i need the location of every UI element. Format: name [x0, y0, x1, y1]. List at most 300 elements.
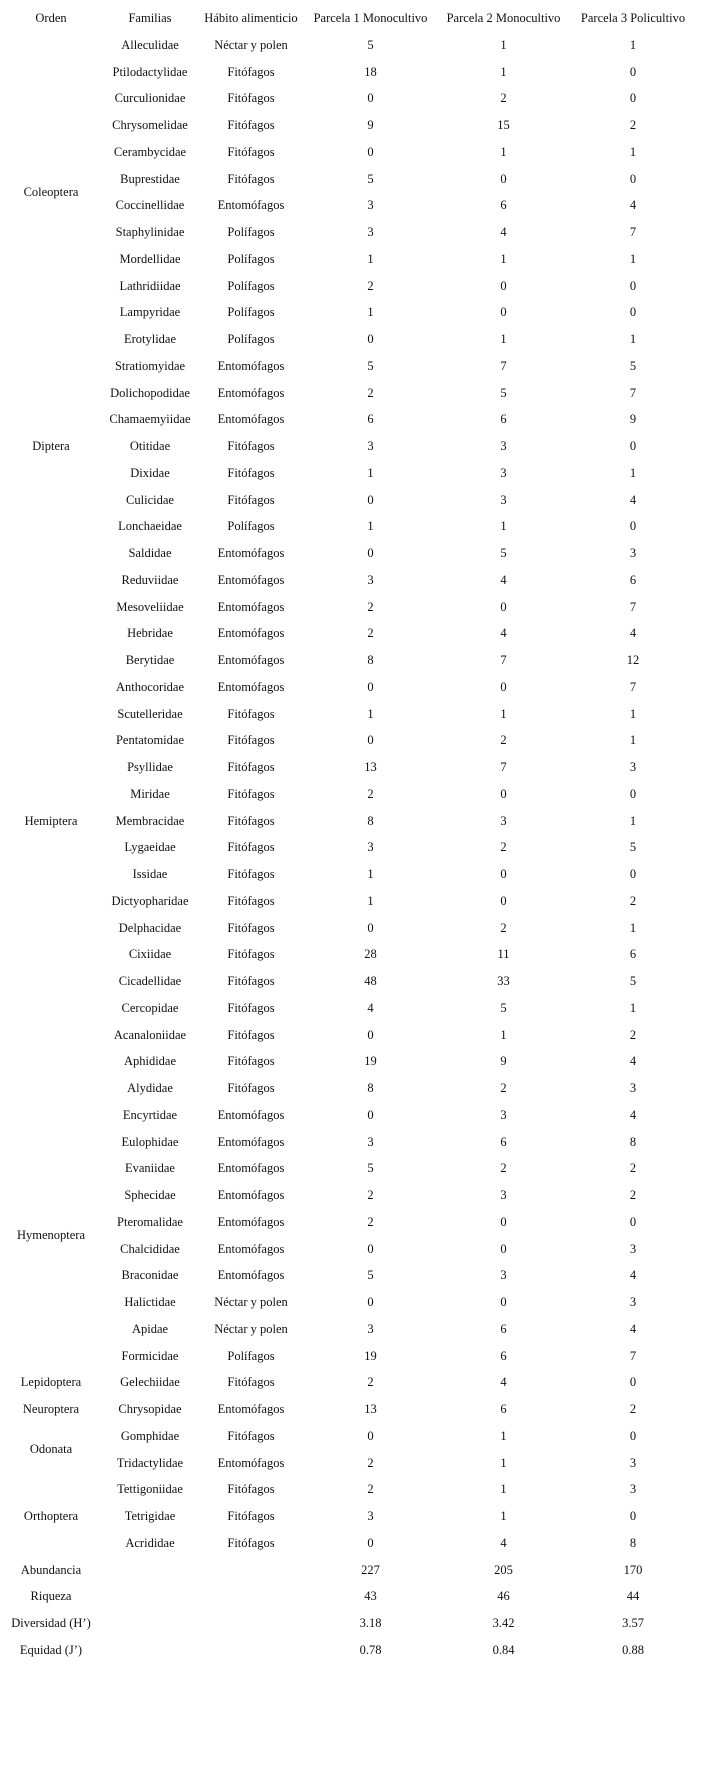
habito-cell: Entomófagos — [217, 679, 285, 694]
familia-cell: Cixiidae — [128, 947, 172, 962]
parcela-3-cell: 0 — [629, 786, 637, 801]
parcela-3-cell: 2 — [629, 1027, 637, 1042]
habito-cell: Fitófagos — [227, 786, 275, 801]
parcela-1-cell: 0 — [367, 144, 374, 159]
table-row — [0, 968, 696, 995]
parcela-3-cell: 2 — [629, 118, 637, 133]
habito-cell: Fitófagos — [227, 64, 275, 79]
parcela-2-cell: 1 — [500, 332, 507, 347]
habito-cell: Fitófagos — [227, 706, 275, 721]
familia-cell: Gomphidae — [120, 1428, 180, 1443]
table-row — [0, 1289, 696, 1316]
habito-cell: Entomófagos — [217, 546, 285, 561]
parcela-1-cell: 2 — [367, 1375, 374, 1390]
orden-cell: Hymenoptera — [16, 1228, 86, 1243]
habito-cell: Entomófagos — [217, 1188, 285, 1203]
empty-cell — [198, 1610, 304, 1637]
orden-cell: Lepidoptera — [20, 1375, 82, 1390]
table-body — [0, 32, 696, 1664]
table-row — [0, 1209, 696, 1236]
familia-cell: Mordellidae — [119, 251, 181, 266]
parcela-3-cell: 5 — [629, 358, 637, 373]
habito-cell: Néctar y polen — [214, 37, 288, 52]
parcela-3-cell: 4 — [629, 1321, 637, 1336]
insect-families-table — [0, 5, 696, 1664]
summary-value-parcela-2: 3.42 — [492, 1616, 515, 1631]
habito-cell: Fitófagos — [227, 1081, 275, 1096]
parcela-3-cell: 2 — [629, 1188, 637, 1203]
parcela-2-cell: 7 — [500, 653, 507, 668]
parcela-1-cell: 5 — [367, 1268, 374, 1283]
parcela-1-cell: 0 — [367, 1027, 374, 1042]
table-row — [0, 701, 696, 728]
summary-value-parcela-3: 0.88 — [622, 1642, 644, 1657]
parcela-2-cell: 0 — [500, 305, 507, 320]
parcela-1-cell: 5 — [367, 1161, 374, 1176]
parcela-1-cell: 9 — [367, 118, 374, 133]
parcela-1-cell: 3 — [367, 572, 374, 587]
familia-cell: Membracidae — [115, 813, 185, 828]
habito-cell: Fitófagos — [227, 1482, 275, 1497]
parcela-2-cell: 0 — [500, 893, 507, 908]
parcela-3-cell: 0 — [629, 1214, 637, 1229]
empty-cell — [102, 1583, 198, 1610]
parcela-1-cell: 2 — [367, 1214, 374, 1229]
table-row — [0, 1423, 696, 1450]
parcela-3-cell: 1 — [629, 813, 637, 828]
parcela-2-cell: 15 — [497, 118, 510, 133]
familia-cell: Encyrtidae — [122, 1107, 178, 1122]
habito-cell: Fitófagos — [227, 492, 275, 507]
familia-cell: Cicadellidae — [118, 974, 182, 989]
habito-cell: Entomófagos — [217, 1161, 285, 1176]
table-row — [0, 674, 696, 701]
table-row — [0, 1396, 696, 1423]
habito-cell: Fitófagos — [227, 144, 275, 159]
summary-label: Abundancia — [20, 1562, 82, 1577]
habito-cell: Fitófagos — [227, 974, 275, 989]
table-row — [0, 406, 696, 433]
parcela-1-cell: 28 — [364, 947, 377, 962]
parcela-1-cell: 2 — [367, 1482, 374, 1497]
parcela-1-cell: 0 — [367, 679, 374, 694]
habito-cell: Néctar y polen — [214, 1321, 288, 1336]
familia-cell: Chrysopidae — [118, 1402, 182, 1417]
familia-cell: Acrididae — [125, 1535, 175, 1550]
parcela-2-cell: 2 — [500, 920, 507, 935]
habito-cell: Entomófagos — [217, 1241, 285, 1256]
table-row — [0, 754, 696, 781]
parcela-2-cell: 2 — [500, 1161, 507, 1176]
familia-cell: Tettigoniidae — [117, 1482, 183, 1497]
habito-cell: Fitófagos — [227, 840, 275, 855]
parcela-1-cell: 0 — [367, 1241, 374, 1256]
parcela-1-cell: 2 — [367, 1188, 374, 1203]
empty-cell — [198, 1583, 304, 1610]
parcela-1-cell: 13 — [364, 760, 377, 775]
familia-cell: Braconidae — [121, 1268, 179, 1283]
orden-cell: Neuroptera — [22, 1402, 80, 1417]
summary-label: Riqueza — [30, 1589, 72, 1604]
parcela-3-cell: 4 — [629, 198, 637, 213]
habito-cell: Polífagos — [227, 251, 275, 266]
parcela-2-cell: 4 — [500, 572, 507, 587]
parcela-1-cell: 0 — [367, 546, 374, 561]
parcela-2-cell: 0 — [500, 278, 507, 293]
table-row — [0, 1048, 696, 1075]
parcela-2-cell: 3 — [500, 439, 507, 454]
parcela-3-cell: 0 — [629, 1375, 637, 1390]
orden-cell: Orthoptera — [23, 1509, 79, 1524]
table-row — [0, 727, 696, 754]
parcela-3-cell: 1 — [629, 332, 637, 347]
summary-value-parcela-2: 46 — [497, 1589, 510, 1604]
parcela-1-cell: 2 — [367, 626, 374, 641]
parcela-2-cell: 6 — [500, 1402, 507, 1417]
table-row — [0, 1102, 696, 1129]
familia-cell: Saldidae — [128, 546, 172, 561]
table-row — [0, 915, 696, 942]
habito-cell: Fitófagos — [227, 867, 275, 882]
parcela-3-cell: 0 — [629, 305, 637, 320]
parcela-3-cell: 3 — [629, 1455, 637, 1470]
habito-cell: Entomófagos — [217, 1268, 285, 1283]
parcela-1-cell: 1 — [367, 893, 374, 908]
empty-cell — [198, 1557, 304, 1584]
habito-cell: Fitófagos — [227, 760, 275, 775]
parcela-3-cell: 0 — [629, 867, 637, 882]
parcela-3-cell: 4 — [629, 492, 637, 507]
parcela-3-cell: 1 — [629, 251, 637, 266]
parcela-2-cell: 11 — [497, 947, 510, 962]
parcela-2-cell: 3 — [500, 1268, 507, 1283]
orden-cell: Hemiptera — [24, 813, 78, 828]
parcela-1-cell: 5 — [367, 358, 374, 373]
habito-cell: Fitófagos — [227, 118, 275, 133]
familia-cell: Otitidae — [129, 439, 171, 454]
parcela-2-cell: 6 — [500, 412, 507, 427]
familia-cell: Acanaloniidae — [113, 1027, 187, 1042]
parcela-3-cell: 5 — [629, 974, 637, 989]
habito-cell: Fitófagos — [227, 439, 275, 454]
parcela-1-cell: 19 — [364, 1054, 377, 1069]
parcela-3-cell: 0 — [629, 439, 637, 454]
familia-cell: Lathridiidae — [119, 278, 181, 293]
table-row — [0, 888, 696, 915]
parcela-3-cell: 5 — [629, 840, 637, 855]
empty-cell — [198, 1637, 304, 1664]
header-habito: Hábito alimenticio — [204, 11, 298, 26]
parcela-2-cell: 1 — [500, 519, 507, 534]
parcela-1-cell: 0 — [367, 91, 374, 106]
parcela-1-cell: 19 — [364, 1348, 377, 1363]
parcela-2-cell: 4 — [500, 225, 507, 240]
familia-cell: Issidae — [132, 867, 168, 882]
habito-cell: Fitófagos — [227, 171, 275, 186]
table-row — [0, 1343, 696, 1370]
table-row — [0, 460, 696, 487]
table-row — [0, 32, 696, 59]
table-row — [0, 1022, 696, 1049]
summary-value-parcela-1: 3.18 — [359, 1616, 382, 1631]
parcela-1-cell: 3 — [367, 225, 374, 240]
parcela-3-cell: 3 — [629, 1482, 637, 1497]
parcela-1-cell: 1 — [367, 465, 374, 480]
familia-cell: Dixidae — [130, 465, 170, 480]
table-row — [0, 1155, 696, 1182]
parcela-3-cell: 4 — [629, 1054, 637, 1069]
header-orden: Orden — [35, 11, 67, 26]
parcela-3-cell: 0 — [629, 171, 637, 186]
parcela-1-cell: 1 — [367, 251, 374, 266]
parcela-2-cell: 33 — [497, 974, 510, 989]
summary-value-parcela-2: 205 — [494, 1562, 513, 1577]
parcela-1-cell: 48 — [364, 974, 377, 989]
summary-value-parcela-3: 44 — [626, 1589, 640, 1604]
parcela-3-cell: 7 — [629, 1348, 637, 1363]
parcela-2-cell: 5 — [500, 546, 507, 561]
parcela-3-cell: 4 — [629, 1107, 637, 1122]
table-row — [0, 1476, 696, 1503]
parcela-1-cell: 0 — [367, 1295, 374, 1310]
parcela-2-cell: 1 — [500, 1482, 507, 1497]
familia-cell: Chalcididae — [120, 1241, 180, 1256]
parcela-3-cell: 2 — [629, 893, 637, 908]
table-row — [0, 1316, 696, 1343]
familia-cell: Tetrigidae — [124, 1509, 176, 1524]
parcela-3-cell: 1 — [629, 706, 637, 721]
summary-row — [0, 1557, 696, 1584]
habito-cell: Entomófagos — [217, 412, 285, 427]
familia-cell: Staphylinidae — [115, 225, 185, 240]
familia-cell: Dolichopodidae — [110, 385, 190, 400]
parcela-3-cell: 0 — [629, 1509, 637, 1524]
table-row — [0, 487, 696, 514]
parcela-3-cell: 7 — [629, 679, 637, 694]
parcela-1-cell: 3 — [367, 1509, 374, 1524]
habito-cell: Fitófagos — [227, 1428, 275, 1443]
table-row — [0, 1075, 696, 1102]
familia-cell: Stratiomyidae — [114, 358, 186, 373]
parcela-1-cell: 3 — [367, 198, 374, 213]
habito-cell: Fitófagos — [227, 1054, 275, 1069]
familia-cell: Apidae — [131, 1321, 169, 1336]
parcela-3-cell: 6 — [629, 947, 637, 962]
parcela-1-cell: 3 — [367, 840, 374, 855]
table-row — [0, 861, 696, 888]
parcela-2-cell: 2 — [500, 1081, 507, 1096]
habito-cell: Entomófagos — [217, 385, 285, 400]
summary-label: Equidad (J’) — [19, 1642, 83, 1657]
familia-cell: Curculionidae — [114, 91, 186, 106]
empty-cell — [102, 1610, 198, 1637]
table-row — [0, 192, 696, 219]
parcela-2-cell: 4 — [500, 1375, 507, 1390]
parcela-1-cell: 4 — [367, 1000, 374, 1015]
table-row — [0, 834, 696, 861]
parcela-2-cell: 0 — [500, 867, 507, 882]
parcela-3-cell: 9 — [629, 412, 637, 427]
parcela-3-cell: 7 — [629, 599, 637, 614]
habito-cell: Fitófagos — [227, 465, 275, 480]
familia-cell: Scutelleridae — [117, 706, 183, 721]
parcela-1-cell: 1 — [367, 867, 374, 882]
table-row — [0, 1530, 696, 1557]
parcela-1-cell: 8 — [367, 813, 374, 828]
familia-cell: Cerambycidae — [113, 144, 187, 159]
header-parcela-2: Parcela 2 Monocultivo — [446, 11, 561, 26]
familia-cell: Ptilodactylidae — [112, 64, 188, 79]
parcela-3-cell: 1 — [629, 920, 637, 935]
parcela-2-cell: 5 — [500, 1000, 507, 1015]
table-row — [0, 941, 696, 968]
summary-row — [0, 1583, 696, 1610]
table-row — [0, 59, 696, 86]
parcela-2-cell: 1 — [500, 1509, 507, 1524]
parcela-2-cell: 6 — [500, 1321, 507, 1336]
habito-cell: Fitófagos — [227, 1000, 275, 1015]
parcela-1-cell: 0 — [367, 1107, 374, 1122]
parcela-1-cell: 3 — [367, 1134, 374, 1149]
familia-cell: Pentatomidae — [115, 733, 185, 748]
parcela-3-cell: 3 — [629, 1241, 637, 1256]
summary-value-parcela-1: 0.78 — [359, 1642, 382, 1657]
habito-cell: Fitófagos — [227, 947, 275, 962]
parcela-2-cell: 3 — [500, 492, 507, 507]
table-row — [0, 540, 696, 567]
summary-label: Diversidad (H’) — [11, 1616, 91, 1631]
habito-cell: Polífagos — [227, 519, 275, 534]
table-row — [0, 781, 696, 808]
parcela-1-cell: 6 — [367, 412, 374, 427]
header-parcela-1: Parcela 1 Monocultivo — [313, 11, 428, 26]
parcela-2-cell: 1 — [500, 1428, 507, 1443]
table-row — [0, 85, 696, 112]
habito-cell: Entomófagos — [217, 626, 285, 641]
habito-cell: Entomófagos — [217, 1134, 285, 1149]
parcela-2-cell: 2 — [500, 91, 507, 106]
orden-cell: Odonata — [29, 1442, 73, 1457]
table-row — [0, 433, 696, 460]
habito-cell: Fitófagos — [227, 1535, 275, 1550]
table-row — [0, 513, 696, 540]
table-row — [0, 567, 696, 594]
familia-cell: Miridae — [130, 786, 170, 801]
familia-cell: Sphecidae — [124, 1188, 176, 1203]
parcela-2-cell: 1 — [500, 706, 507, 721]
familia-cell: Buprestidae — [120, 171, 180, 186]
parcela-3-cell: 3 — [629, 760, 637, 775]
habito-cell: Fitófagos — [227, 893, 275, 908]
table-row — [0, 353, 696, 380]
parcela-3-cell: 0 — [629, 91, 637, 106]
familia-cell: Halictidae — [124, 1295, 176, 1310]
parcela-3-cell: 0 — [629, 519, 637, 534]
habito-cell: Fitófagos — [227, 1509, 275, 1524]
parcela-1-cell: 1 — [367, 305, 374, 320]
parcela-1-cell: 3 — [367, 439, 374, 454]
parcela-2-cell: 0 — [500, 599, 507, 614]
parcela-2-cell: 3 — [500, 813, 507, 828]
parcela-3-cell: 6 — [629, 572, 637, 587]
parcela-3-cell: 3 — [629, 546, 637, 561]
parcela-1-cell: 2 — [367, 599, 374, 614]
table-row — [0, 112, 696, 139]
parcela-2-cell: 0 — [500, 171, 507, 186]
parcela-3-cell: 7 — [629, 225, 637, 240]
familia-cell: Berytidae — [125, 653, 175, 668]
parcela-3-cell: 3 — [629, 1081, 637, 1096]
habito-cell: Entomófagos — [217, 1402, 285, 1417]
parcela-2-cell: 0 — [500, 679, 507, 694]
habito-cell: Fitófagos — [227, 1375, 275, 1390]
parcela-2-cell: 9 — [500, 1054, 507, 1069]
parcela-1-cell: 2 — [367, 786, 374, 801]
parcela-1-cell: 3 — [367, 1321, 374, 1336]
parcela-1-cell: 0 — [367, 920, 374, 935]
table-row — [0, 273, 696, 300]
summary-row — [0, 1610, 696, 1637]
parcela-2-cell: 3 — [500, 1107, 507, 1122]
summary-value-parcela-3: 3.57 — [622, 1616, 644, 1631]
table-row — [0, 1450, 696, 1477]
parcela-1-cell: 5 — [367, 171, 374, 186]
parcela-2-cell: 0 — [500, 1214, 507, 1229]
familia-cell: Eulophidae — [121, 1134, 179, 1149]
parcela-2-cell: 1 — [500, 1027, 507, 1042]
parcela-3-cell: 0 — [629, 64, 637, 79]
parcela-1-cell: 5 — [367, 37, 374, 52]
parcela-2-cell: 1 — [500, 1455, 507, 1470]
table-row — [0, 1503, 696, 1530]
habito-cell: Polífagos — [227, 305, 275, 320]
parcela-2-cell: 1 — [500, 251, 507, 266]
table-row — [0, 1236, 696, 1263]
parcela-2-cell: 5 — [500, 385, 507, 400]
parcela-2-cell: 0 — [500, 786, 507, 801]
habito-cell: Entomófagos — [217, 1214, 285, 1229]
table-row — [0, 808, 696, 835]
parcela-3-cell: 8 — [629, 1134, 637, 1149]
parcela-1-cell: 0 — [367, 492, 374, 507]
parcela-2-cell: 7 — [500, 358, 507, 373]
familia-cell: Lampyridae — [119, 305, 181, 320]
table-row — [0, 594, 696, 621]
habito-cell: Entomófagos — [217, 198, 285, 213]
parcela-2-cell: 2 — [500, 733, 507, 748]
summary-value-parcela-2: 0.84 — [492, 1642, 515, 1657]
parcela-1-cell: 1 — [367, 706, 374, 721]
summary-value-parcela-1: 43 — [364, 1589, 377, 1604]
parcela-2-cell: 6 — [500, 1348, 507, 1363]
habito-cell: Fitófagos — [227, 91, 275, 106]
familia-cell: Delphacidae — [118, 920, 182, 935]
parcela-3-cell: 2 — [629, 1161, 637, 1176]
parcela-3-cell: 4 — [629, 1268, 637, 1283]
familia-cell: Evaniidae — [125, 1161, 175, 1176]
familia-cell: Pteromalidae — [117, 1214, 183, 1229]
parcela-3-cell: 7 — [629, 385, 637, 400]
table-row — [0, 1262, 696, 1289]
familia-cell: Cercopidae — [121, 1000, 179, 1015]
summary-row — [0, 1637, 696, 1664]
familia-cell: Gelechiidae — [120, 1375, 180, 1390]
header-familias: Familias — [128, 11, 172, 26]
familia-cell: Hebridae — [127, 626, 173, 641]
parcela-2-cell: 1 — [500, 144, 507, 159]
parcela-3-cell: 3 — [629, 1295, 637, 1310]
parcela-3-cell: 1 — [629, 37, 637, 52]
